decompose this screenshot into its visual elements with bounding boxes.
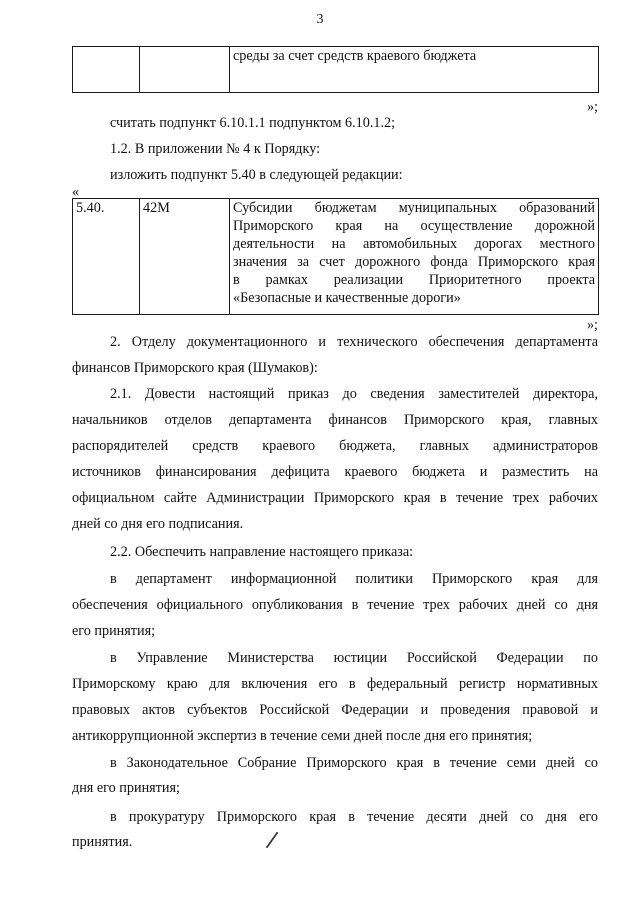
table-item-5-40 bbox=[72, 198, 599, 315]
pen-stroke-mark: / bbox=[264, 827, 280, 854]
paragraph-renumber: считать подпункт 6.10.1.1 подпунктом 6.10.1.2; bbox=[110, 115, 396, 131]
recipient-prosecutor-line: в прокуратуру Приморского края в течение десяти дней со дня его bbox=[110, 809, 598, 825]
item-2-1-line: официальном сайте Администрации Приморского края в течение трех рабочих bbox=[72, 490, 598, 506]
recipient-ministry-line: в Управление Министерства юстиции Российской Федерации по bbox=[110, 650, 598, 666]
recipient-info-dept-line: его принятия; bbox=[72, 623, 156, 639]
description-line: деятельности на автомобильных дорогах местного bbox=[233, 236, 595, 252]
description-line: в рамках реализации Приоритетного проекта bbox=[233, 272, 595, 288]
paragraph-state: изложить подпункт 5.40 в следующей редакции: bbox=[110, 167, 403, 183]
description-line: значения за счет дорожного фонда Приморского края bbox=[233, 254, 595, 270]
table-cell-description bbox=[230, 199, 599, 315]
page-number: 3 bbox=[316, 12, 324, 27]
recipient-assembly-line: в Законодательное Собрание Приморского края в течение семи дней со bbox=[110, 755, 598, 771]
closing-quote: »; bbox=[586, 317, 598, 333]
description-line: «Безопасные и качественные дороги» bbox=[233, 290, 461, 306]
table-cell-code bbox=[73, 47, 140, 93]
table-cell-code2: 42М bbox=[140, 199, 230, 315]
recipient-assembly-line: дня его принятия; bbox=[72, 780, 180, 796]
item-2-2: 2.2. Обеспечить направление настоящего приказа: bbox=[110, 544, 414, 560]
table-cell-description: среды за счет средств краевого бюджета bbox=[230, 47, 599, 93]
recipient-prosecutor-line: принятия. bbox=[72, 834, 133, 850]
recipient-info-dept-line: обеспечения официального опубликования в течение трех рабочих дней со дня bbox=[72, 597, 598, 613]
recipient-info-dept-line: в департамент информационной политики Приморского края для bbox=[110, 571, 598, 587]
item-2-1-line: 2.1. Довести настоящий приказ до сведения заместителей директора, bbox=[110, 386, 598, 402]
item-2-line: финансов Приморского края (Шумаков): bbox=[72, 360, 318, 376]
recipient-ministry-line: антикоррупционной экспертиз в течение семи дней после дня его принятия; bbox=[72, 728, 533, 744]
table-continuation bbox=[72, 46, 599, 93]
table-cell-code2 bbox=[140, 47, 230, 93]
recipient-ministry-line: правовых актов субъектов Российской Федерации и проведения правовой и bbox=[72, 702, 598, 718]
table-row bbox=[73, 47, 599, 93]
opening-quote: « bbox=[72, 184, 80, 200]
table-cell-code: 5.40. bbox=[73, 199, 140, 315]
recipient-ministry-line: Приморскому краю для включения его в федеральный регистр нормативных bbox=[72, 676, 598, 692]
item-2-1-line: начальников отделов департамента финансов Приморского края, главных bbox=[72, 412, 598, 428]
closing-quote: »; bbox=[586, 99, 598, 115]
description-line: Приморского края на осуществление дорожной bbox=[233, 218, 595, 234]
paragraph-appendix: 1.2. В приложении № 4 к Порядку: bbox=[110, 141, 321, 157]
item-2-1-line: дней со дня его подписания. bbox=[72, 516, 244, 532]
item-2-line: 2. Отделу документационного и технического обеспечения департамента bbox=[110, 334, 598, 350]
item-2-1-line: источников финансирования дефицита краевого бюджета и разместить на bbox=[72, 464, 598, 480]
description-line: Субсидии бюджетам муниципальных образований bbox=[233, 200, 595, 216]
table-row bbox=[73, 199, 599, 315]
item-2-1-line: распорядителей средств краевого бюджета, главных администраторов bbox=[72, 438, 598, 454]
